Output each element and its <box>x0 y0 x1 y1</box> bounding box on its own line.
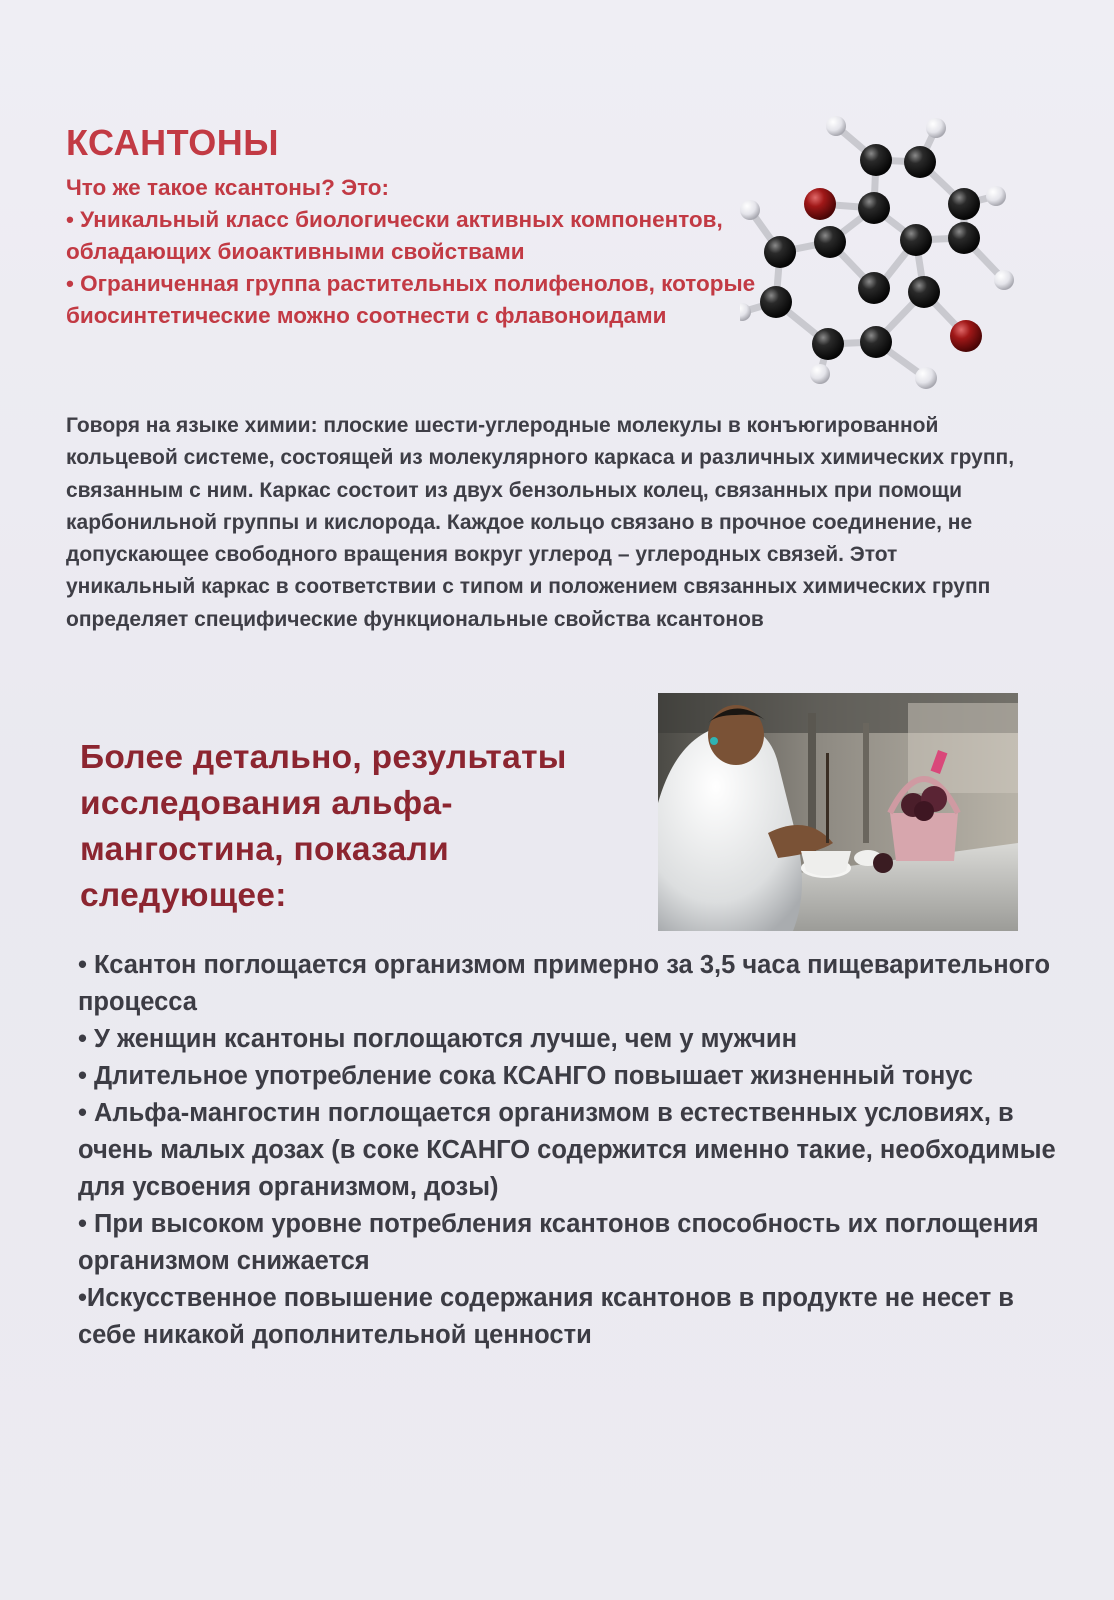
intro-bullet: • Ограниченная группа растительных полифенолов, которые биосинтетические можно соотнести с флавоноидами <box>66 271 756 328</box>
lab-photo <box>658 693 1018 931</box>
intro-bullet: • Уникальный класс биологически активных компонентов, обладающих биоактивными свойствами <box>66 207 723 264</box>
list-item: • При высоком уровне потребления ксантонов способность их поглощения организмом снижается <box>78 1210 1039 1275</box>
page-title: КСАНТОНЫ <box>66 122 279 163</box>
list-item: • Ксантон поглощается организмом примерно за 3,5 часа пищеварительного процесса <box>78 951 1051 1016</box>
findings-list <box>78 947 1078 1354</box>
list-item: • У женщин ксантоны поглощаются лучше, чем у мужчин <box>78 1025 797 1053</box>
list-item: • Альфа-мангостин поглощается организмом в естественных условиях, в очень малых дозах (в соке КСАНГО содержится именно такие, необходимые для усвоения организмом, дозы) <box>78 1099 1056 1201</box>
molecule-illustration <box>740 112 1040 412</box>
list-item: •Искусственное повышение содержания ксантонов в продукте не несет в себе никакой дополнительной ценности <box>78 1284 1014 1349</box>
chemistry-paragraph: Говоря на языке химии: плоские шести-углеродные молекулы в конъюгированной кольцевой системе, состоящей из молекулярного каркаса и различных химических групп, связанным с ним. Каркас состоит из двух бензольных колец, связанных при помощи карбонильной группы и кислорода. Каждое кольцо связано в прочное соединение, не допускающее свободного вращения вокруг углерод – углеродных связей. Этот уникальный каркас в соответствии с типом и положением связанных химических групп определяет специфические функциональные свойства ксантонов <box>66 414 1015 631</box>
intro-block <box>66 172 756 332</box>
molecule-atoms <box>740 116 1014 389</box>
section-subtitle: Более детально, результаты исследования альфа-мангостина, показали следующее: <box>80 739 567 914</box>
list-item: • Длительное употребление сока КСАНГО повышает жизненный тонус <box>78 1062 973 1090</box>
intro-question: Что же такое ксантоны? Это: <box>66 175 390 200</box>
